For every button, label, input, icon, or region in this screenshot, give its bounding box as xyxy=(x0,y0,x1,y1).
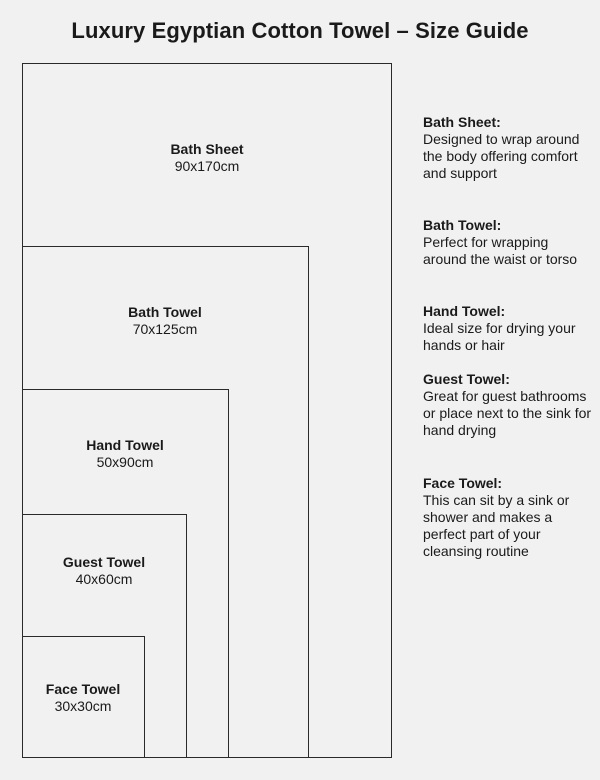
face-towel-desc-title: Face Towel: xyxy=(423,475,503,491)
bath-sheet-description xyxy=(423,114,593,182)
hand-towel-size: 50x90cm xyxy=(96,454,154,470)
bath-towel-label xyxy=(65,304,265,338)
guest-towel-desc-text: Great for guest bathrooms or place next to the sink for hand drying xyxy=(423,388,592,438)
guest-towel-size: 40x60cm xyxy=(75,571,133,587)
bath-sheet-desc-title: Bath Sheet: xyxy=(423,114,501,130)
bath-towel-desc-text: Perfect for wrapping around the waist or torso xyxy=(423,234,578,267)
face-towel-size: 30x30cm xyxy=(54,698,112,714)
bath-towel-name: Bath Towel xyxy=(128,304,202,320)
face-towel-desc-text: This can sit by a sink or shower and makes a perfect part of your cleansing routine xyxy=(423,492,570,559)
bath-sheet-name: Bath Sheet xyxy=(170,141,244,157)
bath-towel-size: 70x125cm xyxy=(132,321,198,337)
bath-sheet-label xyxy=(107,141,307,175)
face-towel-description xyxy=(423,475,593,560)
guest-towel-name: Guest Towel xyxy=(62,554,146,570)
hand-towel-description xyxy=(423,303,593,354)
guest-towel-desc-title: Guest Towel: xyxy=(423,371,510,387)
bath-towel-description xyxy=(423,217,593,268)
bath-sheet-size: 90x170cm xyxy=(174,158,240,174)
face-towel-name: Face Towel xyxy=(45,681,121,697)
bath-towel-desc-title: Bath Towel: xyxy=(423,217,502,233)
guest-towel-label xyxy=(24,554,184,588)
face-towel-label xyxy=(23,681,143,715)
hand-towel-label xyxy=(25,437,225,471)
bath-sheet-desc-text: Designed to wrap around the body offering comfort and support xyxy=(423,131,580,181)
hand-towel-name: Hand Towel xyxy=(86,437,164,453)
hand-towel-desc-title: Hand Towel: xyxy=(423,303,506,319)
guest-towel-description xyxy=(423,371,593,439)
hand-towel-desc-text: Ideal size for drying your hands or hair xyxy=(423,320,576,353)
page-title: Luxury Egyptian Cotton Towel – Size Guide xyxy=(71,18,529,43)
